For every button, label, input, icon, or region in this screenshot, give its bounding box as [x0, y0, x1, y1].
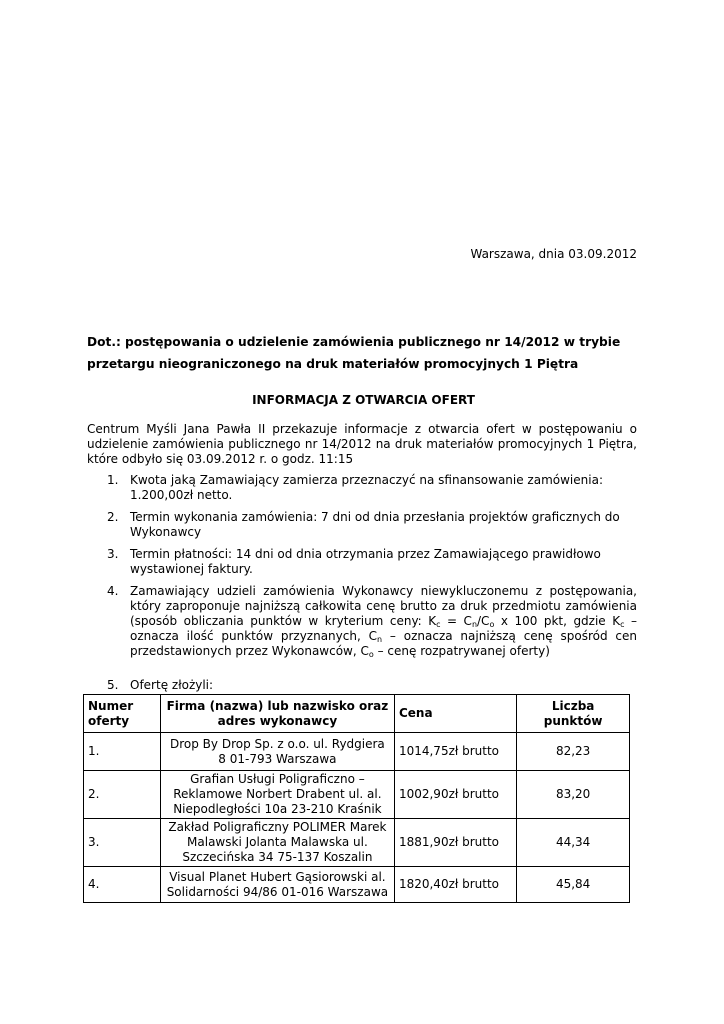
cell-firm: Visual Planet Hubert Gąsiorowski al. Solidarności 94/86 01-016 Warszawa [160, 867, 394, 903]
table-header-row [84, 695, 630, 733]
cell-price: 1002,90zł brutto [394, 771, 516, 819]
date-line: Warszawa, dnia 03.09.2012 [470, 247, 637, 261]
subscript: o [368, 650, 374, 659]
document-heading: INFORMACJA Z OTWARCIA OFERT [252, 393, 475, 407]
cell-points: 82,23 [517, 733, 630, 771]
subject-line: Dot.: postępowania o udzielenie zamówienia publicznego nr 14/2012 w trybie przetargu nieograniczonego na druk materiałów promocyjnych 1 Piętra [87, 335, 621, 371]
list-number: 3. [107, 547, 119, 561]
cell-number: 1. [84, 733, 161, 771]
list-number: 2. [107, 510, 119, 524]
subscript: n [471, 620, 478, 629]
list-number: 1. [107, 473, 119, 487]
text-part: = C [440, 614, 472, 628]
text-part: /C [477, 614, 490, 628]
offers-table [83, 694, 630, 903]
cell-number: 3. [84, 819, 161, 867]
subscript: c [436, 620, 441, 629]
intro-paragraph: Centrum Myśli Jana Pawła II przekazuje informacje z otwarcia ofert w postępowaniu o udzielenie zamówienia publicznego nr 14/2012 na druk materiałów promocyjnych 1 Piętra, które odbyło się 03.09.2012 r. o godz. 11:15 [87, 422, 637, 466]
table-row [84, 867, 630, 903]
text-part: – cenę rozpatrywanej oferty) [373, 644, 550, 658]
table-row [84, 771, 630, 819]
list-number: 5. [107, 678, 119, 692]
header-points: Liczba punktów [517, 695, 630, 733]
text-part: x 100 pkt, gdzie K [494, 614, 621, 628]
header-price: Cena [394, 695, 516, 733]
header-firm: Firma (nazwa) lub nazwisko oraz adres wykonawcy [160, 695, 394, 733]
cell-price: 1014,75zł brutto [394, 733, 516, 771]
cell-price: 1881,90zł brutto [394, 819, 516, 867]
text-part: – oznacza najniższą cenę spośród cen przedstawionych przez Wykonawców, C [130, 629, 637, 658]
table-row [84, 733, 630, 771]
subscript: c [620, 620, 625, 629]
cell-price: 1820,40zł brutto [394, 867, 516, 903]
subscript: o [489, 620, 495, 629]
cell-firm: Grafian Usługi Poligraficzno – Reklamowe Norbert Drabent ul. al. Niepodległości 10a 23-210 Kraśnik [160, 771, 394, 819]
list-text: Ofertę złożyli: [130, 678, 214, 692]
list-text: Termin płatności: 14 dni od dnia otrzymania przez Zamawiającego prawidłowo wystawionej faktury. [130, 547, 601, 576]
cell-number: 2. [84, 771, 161, 819]
list-text: Kwota jaką Zamawiający zamierza przeznaczyć na sfinansowanie zamówienia: 1.200,00zł netto. [130, 473, 603, 502]
cell-firm: Zakład Poligraficzny POLIMER Marek Malawski Jolanta Malawska ul. Szczecińska 34 75-137 Koszalin [160, 819, 394, 867]
cell-points: 45,84 [517, 867, 630, 903]
cell-points: 44,34 [517, 819, 630, 867]
list-number: 4. [107, 584, 119, 598]
text-part: Zamawiający udzieli zamówienia Wykonawcy niewykluczonemu z postępowania, który zaproponuje najniższą całkowita cenę brutto za druk przedmiotu zamówienia (sposób obliczania punktów w kryterium ceny: K [130, 584, 637, 628]
cell-firm: Drop By Drop Sp. z o.o. ul. Rydgiera 8 01-793 Warszawa [160, 733, 394, 771]
cell-number: 4. [84, 867, 161, 903]
table-row [84, 819, 630, 867]
cell-points: 83,20 [517, 771, 630, 819]
text-part: – oznacza ilość punktów przyznanych, C [130, 614, 637, 643]
subscript: n [377, 635, 383, 644]
list-text [130, 584, 637, 659]
header-number: Numer oferty [84, 695, 161, 733]
list-text: Termin wykonania zamówienia: 7 dni od dnia przesłania projektów graficznych do Wykonawcy [130, 510, 620, 539]
